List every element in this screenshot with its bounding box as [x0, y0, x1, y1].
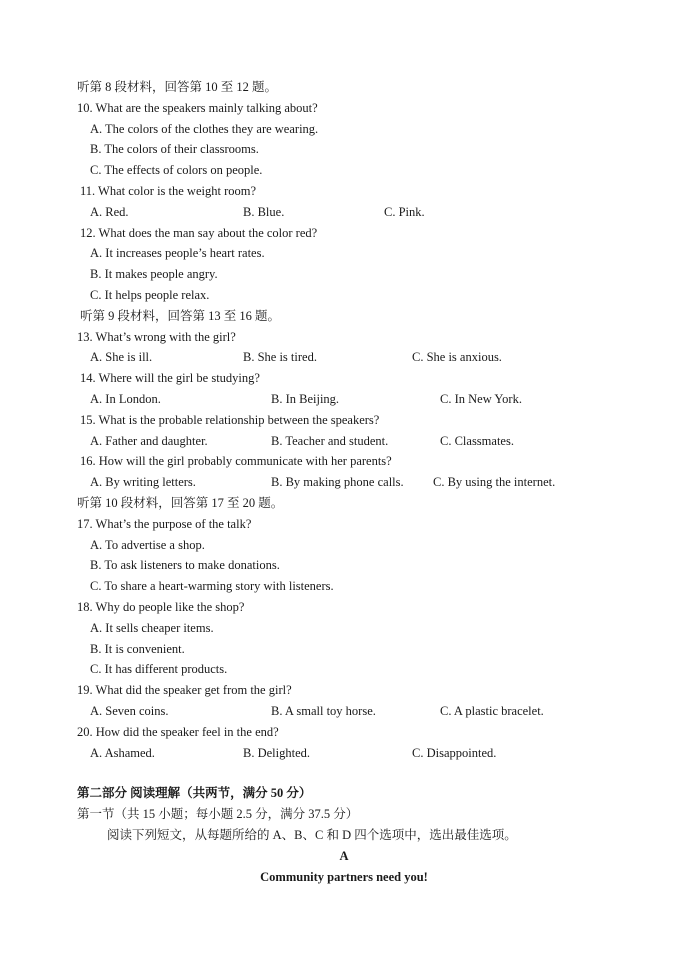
option-a: A. She is ill. — [90, 350, 153, 364]
option-b: B. Delighted. — [243, 746, 311, 760]
question-stem: 14. Where will the girl be studying? — [80, 371, 260, 385]
option-b: B. It makes people angry. — [90, 267, 218, 281]
question-stem: 12. What does the man say about the color red? — [80, 226, 318, 240]
question-stem: 10. What are the speakers mainly talking about? — [77, 101, 318, 115]
section-heading: 第一节（共 15 小题；每小题 2.5 分，满分 37.5 分） — [77, 807, 359, 821]
option-c: C. To share a heart-warming story with listeners. — [90, 579, 334, 593]
option-b: B. The colors of their classrooms. — [90, 142, 259, 156]
passage-letter: A — [339, 849, 349, 863]
option-c: C. By using the internet. — [433, 475, 556, 489]
section-instruction-10: 听第 10 段材料，回答第 17 至 20 题。 — [77, 496, 284, 510]
option-c: C. In New York. — [440, 392, 522, 406]
question-stem: 19. What did the speaker get from the girl? — [77, 683, 292, 697]
question-stem: 13. What’s wrong with the girl? — [77, 330, 236, 344]
option-a: A. To advertise a shop. — [90, 538, 205, 552]
option-c: C. Pink. — [384, 205, 425, 219]
section-instruction-8: 听第 8 段材料，回答第 10 至 12 题。 — [77, 80, 278, 94]
reading-instruction: 阅读下列短文，从每题所给的 A、B、C 和 D 四个选项中，选出最佳选项。 — [107, 828, 517, 842]
option-c: C. She is anxious. — [412, 350, 502, 364]
option-b: B. By making phone calls. — [271, 475, 404, 489]
option-a: A. Seven coins. — [90, 704, 169, 718]
question-stem: 11. What color is the weight room? — [80, 184, 257, 198]
option-c: C. It has different products. — [90, 662, 228, 676]
option-a: A. Ashamed. — [90, 746, 155, 760]
option-a: A. By writing letters. — [90, 475, 196, 489]
part-heading: 第二部分 阅读理解（共两节，满分 50 分） — [77, 786, 312, 800]
option-a: A. It sells cheaper items. — [90, 621, 214, 635]
option-b: B. It is convenient. — [90, 642, 185, 656]
option-b: B. In Beijing. — [271, 392, 340, 406]
option-b: B. A small toy horse. — [271, 704, 376, 718]
option-c: C. A plastic bracelet. — [440, 704, 544, 718]
option-b: B. Blue. — [243, 205, 285, 219]
passage-title: Community partners need you! — [260, 870, 428, 884]
option-a: A. Red. — [90, 205, 129, 219]
option-a: A. In London. — [90, 392, 161, 406]
option-c: C. It helps people relax. — [90, 288, 210, 302]
section-instruction-9: 听第 9 段材料，回答第 13 至 16 题。 — [80, 309, 281, 323]
option-b: B. She is tired. — [243, 350, 317, 364]
question-stem: 18. Why do people like the shop? — [77, 600, 245, 614]
question-stem: 16. How will the girl probably communicate with her parents? — [80, 454, 392, 468]
option-c: C. The effects of colors on people. — [90, 163, 263, 177]
option-c: C. Disappointed. — [412, 746, 497, 760]
question-stem: 20. How did the speaker feel in the end? — [77, 725, 279, 739]
option-b: B. To ask listeners to make donations. — [90, 558, 280, 572]
option-b: B. Teacher and student. — [271, 434, 389, 448]
option-a: A. The colors of the clothes they are wearing. — [90, 122, 319, 136]
option-c: C. Classmates. — [440, 434, 514, 448]
question-stem: 17. What’s the purpose of the talk? — [77, 517, 252, 531]
option-a: A. Father and daughter. — [90, 434, 208, 448]
option-a: A. It increases people’s heart rates. — [90, 246, 265, 260]
question-stem: 15. What is the probable relationship between the speakers? — [80, 413, 380, 427]
